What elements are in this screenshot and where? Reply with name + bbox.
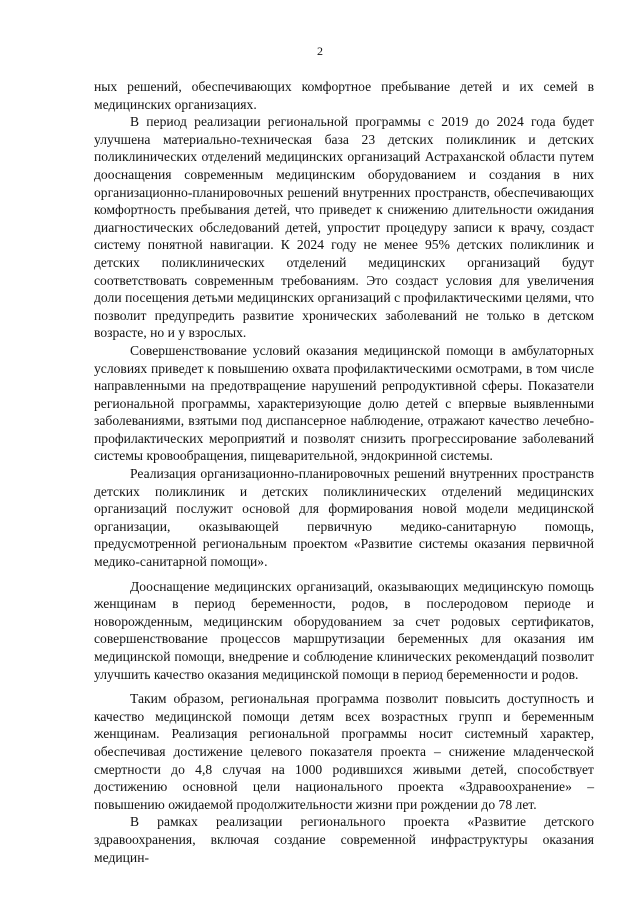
document-body — [94, 78, 594, 866]
paragraph-planning-solutions: Реализация организационно-планировочных решений внутренних пространств детских поликлиник и детских поликлинических отделений медицинских организаций послужит основой для формирования новой модели медицинской организации, оказывающей первичную медико-санитарную помощь, предусмотренной региональным проектом «Развитие системы оказания первичной медико-санитарной помощи». — [94, 466, 594, 570]
paragraph-conclusion: Таким образом, региональная программа позволит повысить доступность и качество медицинской помощи детям всех возрастных групп и беременным женщинам. Реализация региональной программы носит системный характер, обеспечивая достижение целевого показателя проекта – снижение младенческой смертности до 4,8 случая на 1000 родившихся живыми детей, способствует достижению основной цели национального проекта «Здравоохранение» – повышению ожидаемой продолжительности жизни при рождении до 78 лет. — [94, 691, 594, 812]
paragraph-outpatient-conditions: Совершенствование условий оказания медицинской помощи в амбулаторных условиях приведет к повышению охвата профилактическими осмотрами, в том числе направленными на предотвращение нарушений репродуктивной сферы. Показатели региональной программы, характеризующие долю детей с впервые выявленными заболеваниями, взятыми под диспансерное наблюдение, отражают качество лечебно-профилактических мероприятий и позволят снизить прогрессирование заболеваний системы кровообращения, пищеварительной, эндокринной системы. — [94, 342, 594, 464]
paragraph-equipment-upgrade: Дооснащение медицинских организаций, оказывающих медицинскую помощь женщинам в период беременности, родов, в послеродовом периоде и новорожденным, медицинским оборудованием за счет родовых сертификатов, совершенствование процессов маршрутизации беременных для оказания им медицинской помощи, внедрение и соблюдение клинических рекомендаций позволит улучшить качество оказания медицинской помощи в период беременности и родов. — [94, 578, 594, 682]
paragraph-regional-program-period: В период реализации региональной программы с 2019 до 2024 года будет улучшена материально-техническая база 23 детских поликлиник и детских поликлинических отделений медицинских организаций Астраханской области путем дооснащения современным медицинским оборудованием и создания в них организационно-планировочных решений внутренних пространств, обеспечивающих комфортность пребывания детей, что приведет к снижению длительности ожидания диагностических обследований детей, упростит процедуру записи к врачу, создаст систему понятной навигации. К 2024 году не менее 95% детских поликлиник и детских поликлинических отделений медицинских организаций будут соответствовать современным требованиям. Это создаст условия для увеличения доли посещения детьми медицинских организаций с профилактическими целями, что позволит предупредить развитие хронических заболеваний не только в детском возрасте, но и у взрослых. — [94, 114, 594, 341]
paragraph-project-framework: В рамках реализации регионального проекта «Развитие детского здравоохранения, включая создание современной инфраструктуры оказания медицин- — [94, 814, 594, 865]
paragraph-continuation: ных решений, обеспечивающих комфортное пребывание детей и их семей в медицинских организациях. — [94, 79, 594, 112]
page-number: 2 — [317, 44, 323, 58]
